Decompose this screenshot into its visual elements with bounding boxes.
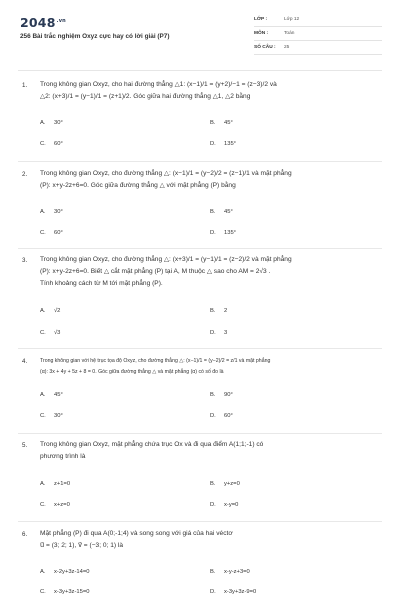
question-text-line: Trong không gian Oxyz, cho hai đường thẳng △1: (x−1)/1 = (y+2)/−1 = (z−3)/2 và [40, 81, 277, 88]
question-text-line: (P): x+y-2z+6=0. Biết △ cắt mặt phẳng (P) tại A, M thuộc △ sao cho AM = 2√3 . [40, 268, 271, 275]
option-text: x-y=0 [224, 502, 239, 508]
option-c[interactable] [40, 230, 63, 236]
meta-label: SỐ CÂU : [254, 45, 276, 50]
option-b[interactable] [210, 209, 233, 215]
question-1 [18, 78, 382, 164]
option-text: 30° [54, 413, 63, 419]
option-d[interactable] [210, 589, 256, 595]
option-text: 30° [54, 120, 63, 126]
option-letter: D. [210, 230, 216, 236]
question-text-line: Trong không gian Oxyz, cho đường thẳng △: (x+3)/1 = (y−1)/1 = (z−2)/2 và mặt phẳng [40, 256, 292, 263]
meta-row-class [254, 13, 382, 27]
option-text: 135° [224, 230, 236, 236]
option-a[interactable] [40, 481, 70, 487]
option-b[interactable] [210, 569, 250, 575]
page-title: 256 Bài trắc nghiệm Oxyz cực hay có lời giải (P7) [20, 33, 170, 40]
option-text: 60° [224, 413, 233, 419]
option-text: x-y-z+3=0 [224, 569, 250, 575]
question-number: 2. [22, 171, 28, 178]
option-c[interactable] [40, 330, 60, 336]
question-divider [18, 248, 382, 249]
question-number: 6. [22, 531, 28, 538]
question-2 [18, 164, 382, 250]
option-letter: B. [210, 569, 216, 575]
option-letter: C. [40, 141, 46, 147]
option-text: y+z=0 [224, 481, 240, 487]
option-b[interactable] [210, 392, 233, 398]
option-a[interactable] [40, 308, 60, 314]
option-letter: B. [210, 392, 216, 398]
option-letter: B. [210, 209, 216, 215]
question-text-line: (α): 3x + 4y + 5z + 8 = 0. Góc giữa đường thẳng △ và mặt phẳng (α) có số đo là [40, 369, 224, 375]
option-letter: B. [210, 481, 216, 487]
option-text: x-3y+3z-9=0 [224, 589, 257, 595]
option-a[interactable] [40, 392, 63, 398]
logo-text: 2048 [20, 15, 56, 30]
option-c[interactable] [40, 502, 70, 508]
question-number: 5. [22, 442, 28, 449]
option-letter: D. [210, 589, 216, 595]
option-letter: C. [40, 502, 46, 508]
option-d[interactable] [210, 502, 238, 508]
option-text: x-2y+3z-14=0 [54, 569, 90, 575]
option-text: √2 [54, 308, 61, 314]
header-divider [18, 70, 382, 71]
meta-value: Lớp 12 [284, 17, 300, 22]
option-text: x-3y+3z-15=0 [54, 589, 90, 595]
meta-row-count [254, 41, 382, 55]
meta-label: LỚP : [254, 17, 268, 22]
logo-suffix: .vn [56, 17, 66, 24]
option-letter: C. [40, 589, 46, 595]
option-letter: C. [40, 230, 46, 236]
option-text: 90° [224, 392, 233, 398]
option-text: 60° [54, 230, 63, 236]
question-number: 1. [22, 82, 28, 89]
option-c[interactable] [40, 413, 63, 419]
question-text-line: △2: (x+3)/1 = (y−1)/1 = (z+1)/2. Góc giữa hai đường thẳng △1, △2 bằng [40, 93, 251, 100]
option-letter: A. [40, 209, 46, 215]
option-text: 135° [224, 141, 236, 147]
option-text: 60° [54, 141, 63, 147]
question-divider [18, 433, 382, 434]
option-text: 30° [54, 209, 63, 215]
question-4 [18, 350, 382, 435]
option-d[interactable] [210, 413, 233, 419]
meta-value: 25 [284, 45, 290, 50]
question-divider [18, 521, 382, 522]
question-text-line: (P): x+y-2z+6=0. Góc giữa đường thẳng △ với mặt phẳng (P) bằng [40, 182, 236, 189]
option-letter: A. [40, 481, 46, 487]
option-a[interactable] [40, 569, 89, 575]
question-text-line: Tính khoảng cách từ M tới mặt phẳng (P). [40, 280, 163, 287]
question-text-line: Trong không gian với hệ trục tọa độ Oxyz, cho đường thẳng △: (x−1)/1 = (y−2)/2 = z/1 và mặt phẳng [40, 358, 271, 364]
option-a[interactable] [40, 120, 63, 126]
option-d[interactable] [210, 141, 236, 147]
option-c[interactable] [40, 141, 63, 147]
site-logo[interactable] [20, 15, 66, 30]
question-number: 4. [22, 358, 28, 365]
option-letter: A. [40, 308, 46, 314]
option-c[interactable] [40, 589, 89, 595]
option-text: 3 [224, 330, 228, 336]
option-letter: C. [40, 330, 46, 336]
question-text-line: Mặt phẳng (P) đi qua A(0;-1;4) và song song với giá của hai véctơ [40, 530, 233, 537]
meta-row-subject [254, 27, 382, 41]
option-letter: A. [40, 569, 46, 575]
meta-label: MÔN : [254, 31, 269, 36]
option-text: 45° [224, 209, 233, 215]
option-letter: A. [40, 120, 46, 126]
question-6 [18, 523, 382, 600]
option-text: 45° [224, 120, 233, 126]
option-letter: D. [210, 413, 216, 419]
option-letter: B. [210, 120, 216, 126]
option-letter: D. [210, 330, 216, 336]
option-letter: D. [210, 141, 216, 147]
question-divider [18, 348, 382, 349]
option-letter: C. [40, 413, 46, 419]
option-letter: D. [210, 502, 216, 508]
option-d[interactable] [210, 330, 227, 336]
option-letter: B. [210, 308, 216, 314]
option-b[interactable] [210, 481, 240, 487]
option-d[interactable] [210, 230, 236, 236]
option-a[interactable] [40, 209, 63, 215]
option-text: √3 [54, 330, 61, 336]
question-number: 3. [22, 257, 28, 264]
question-text-line: phương trình là [40, 453, 86, 460]
question-text-line: u⃗ = (3; 2; 1), v⃗ = (−3; 0; 1) là [40, 542, 124, 549]
meta-value: Toán [284, 31, 295, 36]
question-text-line: Trong không gian Oxyz, cho đường thẳng △: (x−1)/1 = (y−2)/2 = (z−1)/1 và mặt phẳng [40, 170, 292, 177]
question-divider [18, 161, 382, 162]
option-text: 2 [224, 308, 228, 314]
question-5 [18, 435, 382, 523]
document-header [0, 0, 400, 72]
option-letter: A. [40, 392, 46, 398]
option-b[interactable] [210, 308, 227, 314]
option-b[interactable] [210, 120, 233, 126]
option-text: x+z=0 [54, 502, 70, 508]
question-3 [18, 250, 382, 350]
option-text: z+1=0 [54, 481, 71, 487]
option-text: 45° [54, 392, 63, 398]
question-text-line: Trong không gian Oxyz, mặt phẳng chứa trục Ox và đi qua điểm A(1;1;-1) có [40, 441, 264, 448]
